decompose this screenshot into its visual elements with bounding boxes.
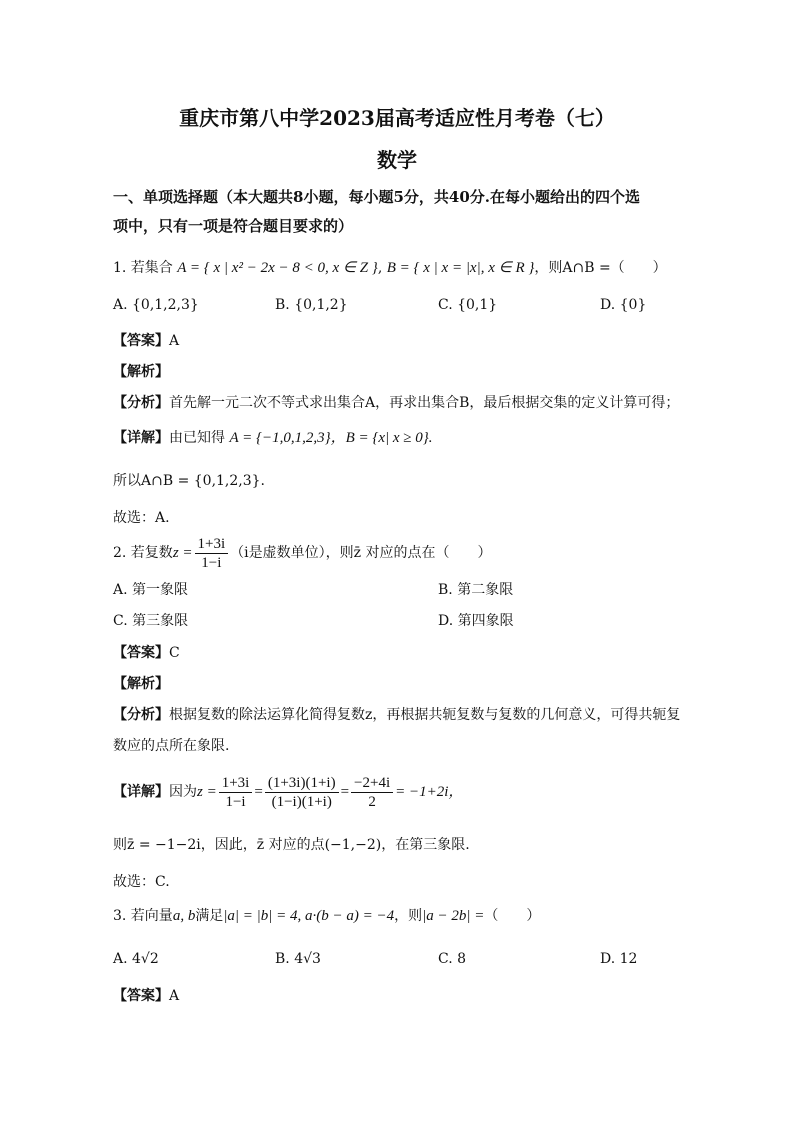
q1-option-c: C. {0,1}: [438, 297, 498, 313]
vectors-ab: a, b: [172, 908, 196, 924]
q2-analysis-label: 【解析】: [113, 676, 169, 692]
q2-option-d: D. 第四象限: [438, 613, 514, 629]
target-expression: |a − 2b| =: [422, 908, 485, 924]
question-1-stem: 1. 若集合 A = { x | x² − 2x − 8 < 0, x ∈ Z }, B = { x | x = |x|, x ∈ R }，则A∩B =（ ）: [113, 260, 667, 276]
q1-choose: 故选：A.: [113, 510, 170, 526]
q1-fenxi: 【分析】首先解一元二次不等式求出集合A，再求出集合B，最后根据交集的定义计算可得；: [113, 395, 680, 411]
q3-answer: 【答案】A: [113, 988, 180, 1004]
q2-answer: 【答案】C: [113, 645, 180, 661]
q2-option-a: A. 第一象限: [113, 582, 189, 598]
q3-option-a: A. 4√2: [113, 951, 159, 967]
q2-option-b: B. 第二象限: [438, 582, 514, 598]
question-2-stem: 2. 若复数z = $\frac{1+3i}{1-i}$ （i是虚数单位），则z̄ 对应的点在（ ）: [113, 535, 492, 571]
q2-detail: 【详解】因为z = $\frac{1+3i}{1-i}$ = $\frac{(1+3i)(1+i)}{(1-i)(1+i)}$ = $\frac{-2+4i}{2}$ = −1+2i，: [113, 774, 464, 810]
q1-detail: 【详解】由已知得 A = {−1,0,1,2,3}，B = {x| x ≥ 0}.: [113, 430, 433, 446]
subject-title: 数学: [377, 148, 417, 172]
q3-option-c: C. 8: [438, 951, 467, 967]
q1-conclusion: 所以A∩B = {0,1,2,3}.: [113, 473, 266, 489]
section-heading-line1: 一、单项选择题（本大题共8小题，每小题5分，共40分.在每小题给出的四个选: [113, 188, 640, 206]
q1-option-b: B. {0,1,2}: [275, 297, 348, 313]
q2-fenxi-line2: 数应的点所在象限.: [113, 738, 230, 754]
q1-answer: 【答案】A: [113, 333, 180, 349]
question-3-stem: 3. 若向量a, b满足|a| = |b| = 4, a·(b − a) = −4，则|a − 2b| =（ ）: [113, 908, 541, 924]
q2-fenxi-line1: 【分析】根据复数的除法运算化简得复数z，再根据共轭复数与复数的几何意义，可得共轭复: [113, 707, 681, 723]
q2-option-c: C. 第三象限: [113, 613, 189, 629]
q1-option-a: A. {0,1,2,3}: [113, 297, 199, 313]
q1-option-d: D. {0}: [600, 297, 647, 313]
q2-choose: 故选：C.: [113, 874, 170, 890]
set-b-definition: B = { x | x = |x|, x ∈ R }: [386, 260, 535, 276]
vector-condition: |a| = |b| = 4, a·(b − a) = −4: [223, 908, 395, 924]
q2-conclusion: 则z̄ = −1−2i，因此，z̄ 对应的点(−1,−2)，在第三象限.: [113, 837, 470, 853]
set-a-definition: A = { x | x² − 2x − 8 < 0, x ∈ Z }: [177, 260, 378, 276]
section-heading-line2: 项中，只有一项是符合题目要求的）: [113, 217, 354, 235]
q3-option-b: B. 4√3: [275, 951, 321, 967]
q3-option-d: D. 12: [600, 951, 638, 967]
exam-title: 重庆市第八中学2023届高考适应性月考卷（七）: [179, 106, 615, 130]
q1-analysis-label: 【解析】: [113, 364, 169, 380]
